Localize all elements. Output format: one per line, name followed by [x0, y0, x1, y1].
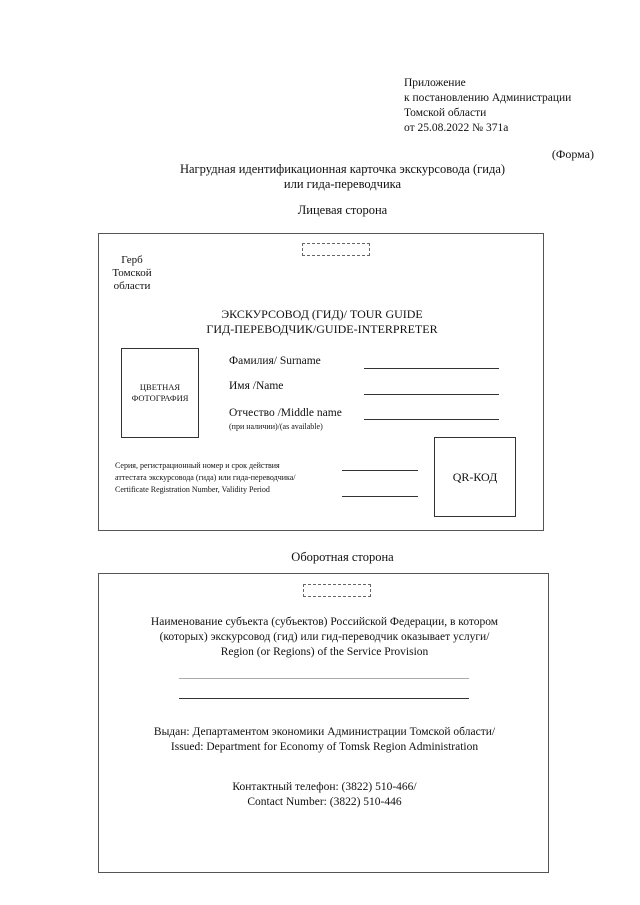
- certificate-label: [115, 460, 296, 496]
- middle-name-label: Отчество /Middle name: [229, 407, 342, 419]
- appendix-line: к постановлению Администрации: [404, 92, 572, 104]
- form-label: (Форма): [551, 147, 594, 161]
- region-line: Region (or Regions) of the Service Provision: [220, 646, 429, 658]
- photo-line: ФОТОГРАФИЯ: [131, 393, 189, 403]
- region-line: (которых) экскурсовод (гид) или гид-переводчик оказывает услуги/: [159, 631, 490, 643]
- title-line: или гида-переводчика: [283, 177, 402, 191]
- certificate-line: Серия, регистрационный номер и срок действия: [115, 461, 280, 470]
- photo-line: ЦВЕТНАЯ: [139, 382, 181, 392]
- region-line: Наименование субъекта (субъектов) Российской Федерации, в котором: [150, 616, 499, 628]
- contact-line: Contact Number: (3822) 510-446: [247, 796, 402, 808]
- region-field-line[interactable]: [179, 678, 469, 679]
- surname-field[interactable]: [364, 368, 499, 369]
- region-text: [99, 615, 550, 660]
- card-heading-line: ГИД-ПЕРЕВОДЧИК/GUIDE-INTERPRETER: [206, 322, 438, 336]
- issued-line: Issued: Department for Economy of Tomsk Region Administration: [170, 741, 479, 753]
- card-heading-line: ЭКСКУРСОВОД (ГИД)/ TOUR GUIDE: [221, 307, 423, 321]
- qr-code-placeholder: [434, 437, 516, 517]
- contact-text: [99, 780, 550, 810]
- certificate-line: Certificate Registration Number, Validity Period: [115, 485, 270, 494]
- surname-label: Фамилия/ Surname: [229, 355, 321, 367]
- coat-of-arms-line: Томской: [112, 267, 152, 279]
- qr-code-label: QR-КОД: [452, 469, 498, 484]
- back-card: [98, 573, 549, 873]
- certificate-line: аттестата экскурсовода (гида) или гида-переводчика/: [115, 473, 296, 482]
- front-side-label: Лицевая сторона: [297, 203, 388, 217]
- appendix-line: Томской области: [404, 107, 487, 119]
- middle-name-field[interactable]: [364, 419, 499, 420]
- name-label: Имя /Name: [229, 380, 284, 392]
- issued-line: Выдан: Департаментом экономики Администрации Томской области/: [153, 726, 496, 738]
- title-line: Нагрудная идентификационная карточка экскурсовода (гида): [179, 162, 506, 176]
- certificate-number-field[interactable]: [342, 470, 418, 471]
- contact-line: Контактный телефон: (3822) 510-466/: [232, 781, 417, 793]
- appendix-line: Приложение: [404, 77, 466, 89]
- card-heading: [99, 307, 545, 337]
- coat-of-arms-line: Герб: [121, 254, 143, 266]
- lanyard-slot: [302, 243, 370, 256]
- appendix-header: [404, 76, 571, 136]
- appendix-line: от 25.08.2022 № 371а: [404, 122, 509, 134]
- region-field-line[interactable]: [179, 698, 469, 699]
- certificate-validity-field[interactable]: [342, 496, 418, 497]
- name-field[interactable]: [364, 394, 499, 395]
- coat-of-arms-line: области: [113, 280, 151, 292]
- photo-placeholder: [121, 348, 199, 438]
- document-title: [0, 162, 640, 192]
- issued-text: [99, 725, 550, 755]
- back-side-label: Оборотная сторона: [291, 550, 394, 564]
- coat-of-arms: [107, 254, 157, 293]
- front-card: [98, 233, 544, 531]
- lanyard-slot: [303, 584, 371, 597]
- middle-name-note: (при наличии)/(as available): [229, 422, 323, 431]
